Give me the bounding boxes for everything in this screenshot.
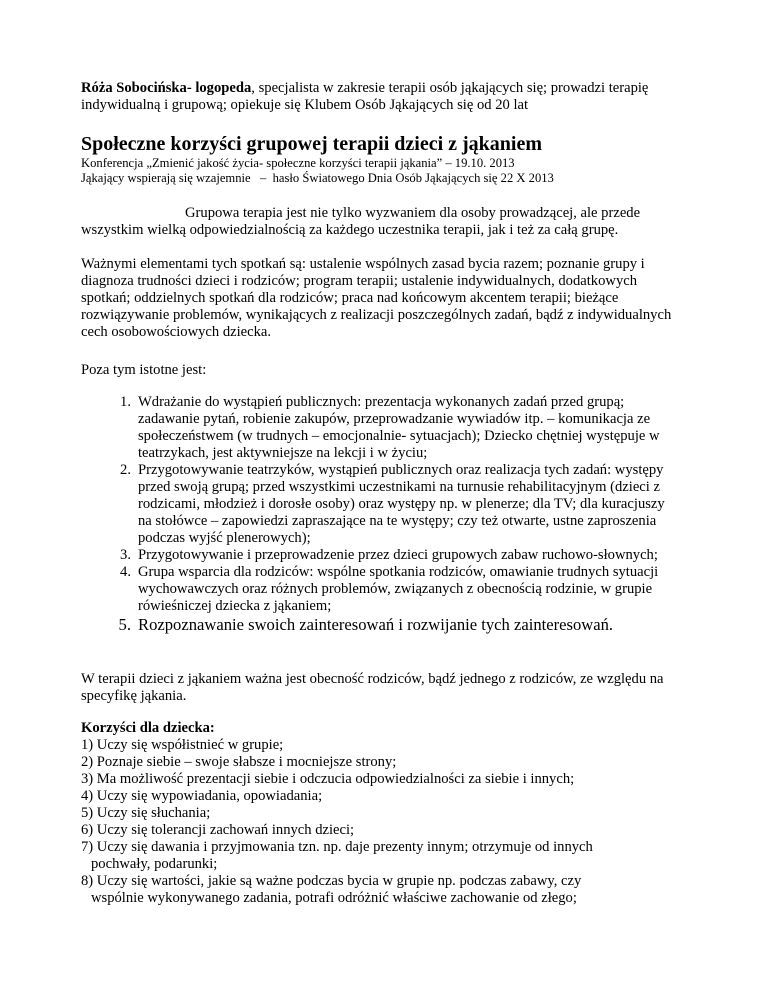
conference-meta: [81, 156, 554, 186]
benefit-item: 7) Uczy się dawania i przyjmowania tzn. np. daje prezenty innym; otrzymuje od innych pochwały, podarunki;: [81, 839, 593, 872]
benefit-item: 1) Uczy się współistnieć w grupie;: [81, 737, 284, 753]
list-item: 1. Wdrażanie do wystąpień publicznych: prezentacja wykonanych zadań przed grupą; zadawanie pytań, robienie zakupów, przeprowadzanie wywiadów itp. – komunikacja ze społeczeństwem (w trudnych – emocjonalnie- sytuacjach); Dziecko chętniej występuje w teatrzykach, jest aktywniejsze na lekcji i w życiu;: [120, 394, 660, 461]
intro-paragraph: Grupowa terapia jest nie tylko wyzwaniem dla osoby prowadzącej, ale przede wszystkim wielką odpowiedzialnością za każdego uczestnika terapii, jak i też za całą grupę.: [81, 205, 641, 238]
list-item: 5. Rozpoznawanie swoich zainteresowań i rozwijanie tych zainteresowań.: [118, 615, 614, 634]
parents-paragraph: W terapii dzieci z jąkaniem ważna jest obecność rodziców, bądź jednego z rodziców, ze względu na specyfikę jąkania.: [81, 671, 664, 704]
benefits-list: [81, 737, 701, 907]
elements-paragraph: Ważnymi elementami tych spotkań są: ustalenie wspólnych zasad bycia razem; poznanie grupy i diagnoza trudności dzieci i rodziców; program terapii; ustalenie indywidualnych, dodatkowych spotkań; oddzielnych spotkań dla rodziców; praca nad końcowym akcentem terapii; bieżące rozwiązywanie problemów, wynikających z realizacji poszczególnych zadań, bądź z indywidualnych cech osobowościowych dziecka.: [81, 256, 672, 340]
benefit-item: 5) Uczy się słuchania;: [81, 805, 211, 821]
benefit-item: 2) Poznaje siebie – swoje słabsze i mocniejsze strony;: [81, 754, 397, 770]
author-description: , specjalista w zakresie terapii osób jąkających się; prowadzi terapię indywidualną i grupową; opiekuje się Klubem Osób Jąkających się od 20 lat: [81, 80, 649, 113]
benefit-item: 6) Uczy się tolerancji zachowań innych dzieci;: [81, 822, 355, 838]
benefit-item: 8) Uczy się wartości, jakie są ważne podczas bycia w grupie np. podczas zabawy, czy wspólnie wykonywanego zadania, potrafi odróżnić właściwe zachowanie od złego;: [81, 873, 582, 906]
benefits-heading: Korzyści dla dziecka:: [81, 720, 215, 736]
slogan-line: Jąkający wspierają się wzajemnie – hasło Światowego Dnia Osób Jąkających się 22 X 2013: [81, 171, 554, 185]
important-intro: Poza tym istotne jest:: [81, 362, 207, 378]
important-list: [81, 394, 681, 634]
conference-line: Konferencja „Zmienić jakość życia- społeczne korzyści terapii jąkania” – 19.10. 2013: [81, 156, 515, 170]
list-item: 2. Przygotowywanie teatrzyków, wystąpień publicznych oraz realizacja tych zadań: występy przed swoją grupą; przed wszystkimi uczestnikami na turnusie rehabilitacyjnym (dzieci z rodzicami, młodzież i dorosłe osoby) oraz występy np. w plenerze; dla TV; dla kuracjuszy na stołówce – zapowiedzi zapraszające na te występy; czy też otwarte, ustne zaproszenia podczas wyjść plenerowych);: [120, 462, 665, 546]
benefit-item: 3) Ma możliwość prezentacji siebie i odczucia odpowiedzialności za siebie i innych;: [81, 771, 575, 787]
author-note: [81, 80, 691, 114]
author-name: Róża Sobocińska- logopeda: [81, 80, 252, 96]
benefit-item: 4) Uczy się wypowiadania, opowiadania;: [81, 788, 323, 804]
list-item: 4. Grupa wsparcia dla rodziców: wspólne spotkania rodziców, omawianie trudnych sytuacji wychowawczych oraz różnych problemów, związanych z obecnością rodzinie, w grupie rówieśniczej dziecka z jąkaniem;: [120, 564, 659, 614]
list-item: 3. Przygotowywanie i przeprowadzenie przez dzieci grupowych zabaw ruchowo-słownych;: [120, 547, 658, 563]
document-title: Społeczne korzyści grupowej terapii dzieci z jąkaniem: [81, 133, 543, 155]
